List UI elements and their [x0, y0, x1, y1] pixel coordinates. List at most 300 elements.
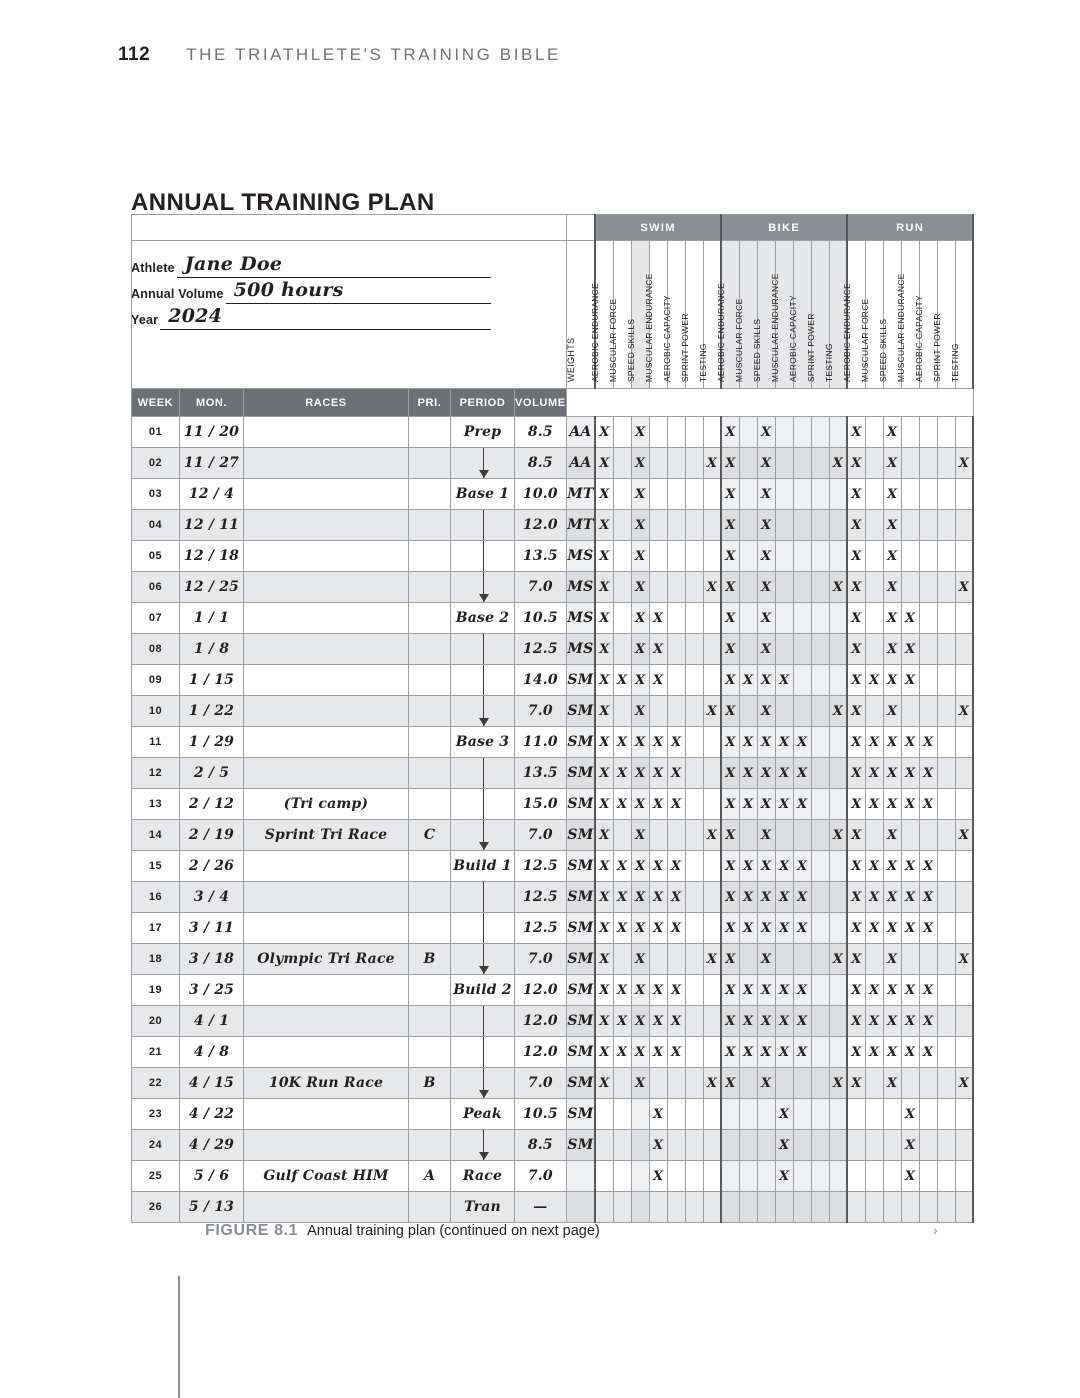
cell-priority[interactable] — [409, 975, 451, 1006]
cell-weights[interactable] — [566, 572, 595, 603]
cell-bike-muscular-endurance[interactable] — [775, 1099, 793, 1130]
cell-swim-muscular-endurance[interactable] — [649, 913, 667, 944]
cell-run-sprint-power[interactable] — [937, 820, 955, 851]
cell-swim-muscular-endurance[interactable] — [649, 1130, 667, 1161]
cell-run-aerobic-capacity[interactable] — [919, 944, 937, 975]
cell-run-aerobic-endurance[interactable] — [847, 820, 865, 851]
cell-run-muscular-force[interactable] — [865, 1037, 883, 1068]
cell-swim-speed-skills[interactable] — [631, 975, 649, 1006]
cell-swim-aerobic-capacity[interactable] — [667, 603, 685, 634]
cell-swim-sprint-power[interactable] — [685, 1099, 703, 1130]
cell-swim-aerobic-capacity[interactable] — [667, 572, 685, 603]
cell-swim-muscular-force[interactable] — [613, 975, 631, 1006]
cell-run-muscular-force[interactable] — [865, 944, 883, 975]
cell-run-muscular-endurance[interactable] — [901, 603, 919, 634]
cell-swim-sprint-power[interactable] — [685, 789, 703, 820]
cell-bike-aerobic-capacity[interactable] — [793, 727, 811, 758]
cell-run-sprint-power[interactable] — [937, 479, 955, 510]
cell-swim-sprint-power[interactable] — [685, 634, 703, 665]
cell-volume[interactable] — [515, 789, 567, 820]
cell-swim-muscular-force[interactable] — [613, 634, 631, 665]
cell-volume[interactable] — [515, 510, 567, 541]
cell-swim-testing[interactable] — [703, 1192, 721, 1223]
cell-run-speed-skills[interactable] — [883, 696, 901, 727]
cell-swim-muscular-endurance[interactable] — [649, 634, 667, 665]
cell-run-sprint-power[interactable] — [937, 1099, 955, 1130]
cell-bike-sprint-power[interactable] — [811, 572, 829, 603]
cell-swim-muscular-force[interactable] — [613, 448, 631, 479]
cell-bike-muscular-force[interactable] — [739, 851, 757, 882]
cell-bike-speed-skills[interactable] — [757, 1192, 775, 1223]
cell-run-muscular-force[interactable] — [865, 851, 883, 882]
cell-run-muscular-endurance[interactable] — [901, 882, 919, 913]
cell-weights[interactable] — [566, 634, 595, 665]
cell-run-sprint-power[interactable] — [937, 1068, 955, 1099]
cell-swim-muscular-force[interactable] — [613, 1192, 631, 1223]
cell-bike-aerobic-capacity[interactable] — [793, 603, 811, 634]
cell-monday-date[interactable] — [180, 789, 244, 820]
cell-swim-testing[interactable] — [703, 510, 721, 541]
cell-weights[interactable] — [566, 603, 595, 634]
cell-run-muscular-endurance[interactable] — [901, 1099, 919, 1130]
cell-bike-speed-skills[interactable] — [757, 417, 775, 448]
cell-run-muscular-endurance[interactable] — [901, 851, 919, 882]
cell-swim-aerobic-endurance[interactable] — [595, 944, 613, 975]
cell-bike-aerobic-capacity[interactable] — [793, 975, 811, 1006]
cell-bike-sprint-power[interactable] — [811, 851, 829, 882]
cell-volume[interactable] — [515, 1037, 567, 1068]
cell-bike-muscular-endurance[interactable] — [775, 634, 793, 665]
cell-swim-sprint-power[interactable] — [685, 572, 703, 603]
cell-run-muscular-force[interactable] — [865, 634, 883, 665]
cell-monday-date[interactable] — [180, 975, 244, 1006]
cell-swim-sprint-power[interactable] — [685, 665, 703, 696]
cell-swim-muscular-endurance[interactable] — [649, 820, 667, 851]
cell-weights[interactable] — [566, 1161, 595, 1192]
cell-swim-muscular-force[interactable] — [613, 820, 631, 851]
cell-swim-aerobic-endurance[interactable] — [595, 820, 613, 851]
cell-swim-speed-skills[interactable] — [631, 913, 649, 944]
cell-bike-aerobic-endurance[interactable] — [721, 975, 739, 1006]
cell-swim-aerobic-endurance[interactable] — [595, 696, 613, 727]
cell-period[interactable] — [451, 510, 515, 541]
cell-run-aerobic-endurance[interactable] — [847, 572, 865, 603]
cell-run-aerobic-endurance[interactable] — [847, 975, 865, 1006]
cell-period[interactable] — [451, 479, 515, 510]
cell-run-speed-skills[interactable] — [883, 572, 901, 603]
cell-bike-muscular-force[interactable] — [739, 789, 757, 820]
cell-bike-sprint-power[interactable] — [811, 913, 829, 944]
cell-period[interactable] — [451, 727, 515, 758]
cell-priority[interactable] — [409, 727, 451, 758]
cell-bike-sprint-power[interactable] — [811, 479, 829, 510]
cell-run-muscular-force[interactable] — [865, 1130, 883, 1161]
cell-bike-testing[interactable] — [829, 727, 847, 758]
cell-priority[interactable] — [409, 1130, 451, 1161]
cell-run-testing[interactable] — [955, 1192, 973, 1223]
cell-period[interactable] — [451, 1099, 515, 1130]
cell-run-aerobic-capacity[interactable] — [919, 1161, 937, 1192]
cell-swim-muscular-force[interactable] — [613, 479, 631, 510]
cell-swim-muscular-force[interactable] — [613, 417, 631, 448]
cell-weights[interactable] — [566, 448, 595, 479]
cell-bike-testing[interactable] — [829, 417, 847, 448]
cell-run-muscular-force[interactable] — [865, 417, 883, 448]
cell-bike-muscular-force[interactable] — [739, 913, 757, 944]
cell-swim-muscular-endurance[interactable] — [649, 572, 667, 603]
cell-bike-muscular-endurance[interactable] — [775, 572, 793, 603]
cell-swim-muscular-endurance[interactable] — [649, 603, 667, 634]
cell-bike-sprint-power[interactable] — [811, 1192, 829, 1223]
cell-swim-aerobic-endurance[interactable] — [595, 1192, 613, 1223]
cell-run-testing[interactable] — [955, 1161, 973, 1192]
cell-swim-testing[interactable] — [703, 913, 721, 944]
cell-monday-date[interactable] — [180, 944, 244, 975]
cell-run-sprint-power[interactable] — [937, 541, 955, 572]
cell-weights[interactable] — [566, 1006, 595, 1037]
cell-run-sprint-power[interactable] — [937, 510, 955, 541]
cell-swim-sprint-power[interactable] — [685, 603, 703, 634]
cell-run-sprint-power[interactable] — [937, 1192, 955, 1223]
cell-races[interactable] — [244, 1068, 409, 1099]
cell-run-muscular-force[interactable] — [865, 510, 883, 541]
cell-priority[interactable] — [409, 1161, 451, 1192]
cell-swim-speed-skills[interactable] — [631, 1130, 649, 1161]
cell-swim-aerobic-capacity[interactable] — [667, 448, 685, 479]
cell-swim-sprint-power[interactable] — [685, 541, 703, 572]
cell-bike-aerobic-capacity[interactable] — [793, 1192, 811, 1223]
cell-run-muscular-endurance[interactable] — [901, 789, 919, 820]
cell-bike-sprint-power[interactable] — [811, 696, 829, 727]
cell-bike-sprint-power[interactable] — [811, 634, 829, 665]
cell-races[interactable] — [244, 1192, 409, 1223]
cell-run-sprint-power[interactable] — [937, 1037, 955, 1068]
cell-run-testing[interactable] — [955, 696, 973, 727]
cell-swim-aerobic-endurance[interactable] — [595, 1099, 613, 1130]
cell-run-muscular-endurance[interactable] — [901, 975, 919, 1006]
cell-swim-aerobic-endurance[interactable] — [595, 789, 613, 820]
cell-swim-aerobic-capacity[interactable] — [667, 882, 685, 913]
cell-bike-muscular-endurance[interactable] — [775, 603, 793, 634]
cell-weights[interactable] — [566, 1037, 595, 1068]
cell-bike-speed-skills[interactable] — [757, 510, 775, 541]
cell-swim-muscular-force[interactable] — [613, 1006, 631, 1037]
cell-run-aerobic-endurance[interactable] — [847, 696, 865, 727]
cell-bike-aerobic-endurance[interactable] — [721, 448, 739, 479]
cell-volume[interactable] — [515, 634, 567, 665]
cell-bike-aerobic-endurance[interactable] — [721, 541, 739, 572]
cell-weights[interactable] — [566, 944, 595, 975]
cell-swim-aerobic-endurance[interactable] — [595, 572, 613, 603]
cell-swim-speed-skills[interactable] — [631, 944, 649, 975]
cell-run-testing[interactable] — [955, 572, 973, 603]
cell-run-aerobic-capacity[interactable] — [919, 665, 937, 696]
cell-swim-muscular-endurance[interactable] — [649, 851, 667, 882]
cell-run-speed-skills[interactable] — [883, 448, 901, 479]
cell-bike-testing[interactable] — [829, 541, 847, 572]
cell-run-sprint-power[interactable] — [937, 1161, 955, 1192]
cell-volume[interactable] — [515, 417, 567, 448]
cell-bike-testing[interactable] — [829, 789, 847, 820]
cell-run-sprint-power[interactable] — [937, 851, 955, 882]
cell-bike-aerobic-endurance[interactable] — [721, 944, 739, 975]
cell-swim-testing[interactable] — [703, 727, 721, 758]
cell-swim-sprint-power[interactable] — [685, 758, 703, 789]
cell-weights[interactable] — [566, 1192, 595, 1223]
cell-swim-testing[interactable] — [703, 448, 721, 479]
cell-run-testing[interactable] — [955, 634, 973, 665]
cell-run-speed-skills[interactable] — [883, 882, 901, 913]
cell-swim-muscular-force[interactable] — [613, 510, 631, 541]
cell-swim-aerobic-capacity[interactable] — [667, 820, 685, 851]
cell-volume[interactable] — [515, 572, 567, 603]
cell-swim-muscular-endurance[interactable] — [649, 1068, 667, 1099]
cell-swim-muscular-force[interactable] — [613, 603, 631, 634]
cell-monday-date[interactable] — [180, 1099, 244, 1130]
cell-run-aerobic-endurance[interactable] — [847, 417, 865, 448]
cell-swim-aerobic-capacity[interactable] — [667, 1192, 685, 1223]
cell-races[interactable] — [244, 789, 409, 820]
cell-monday-date[interactable] — [180, 696, 244, 727]
cell-bike-muscular-endurance[interactable] — [775, 1037, 793, 1068]
cell-swim-aerobic-capacity[interactable] — [667, 1037, 685, 1068]
cell-swim-speed-skills[interactable] — [631, 1192, 649, 1223]
cell-run-sprint-power[interactable] — [937, 944, 955, 975]
cell-swim-testing[interactable] — [703, 1006, 721, 1037]
cell-bike-muscular-force[interactable] — [739, 944, 757, 975]
cell-swim-aerobic-capacity[interactable] — [667, 1006, 685, 1037]
cell-swim-aerobic-endurance[interactable] — [595, 851, 613, 882]
cell-priority[interactable] — [409, 789, 451, 820]
cell-bike-testing[interactable] — [829, 820, 847, 851]
cell-run-aerobic-capacity[interactable] — [919, 727, 937, 758]
cell-bike-speed-skills[interactable] — [757, 541, 775, 572]
cell-swim-muscular-endurance[interactable] — [649, 696, 667, 727]
cell-run-muscular-force[interactable] — [865, 758, 883, 789]
cell-run-testing[interactable] — [955, 882, 973, 913]
cell-swim-muscular-force[interactable] — [613, 1161, 631, 1192]
cell-monday-date[interactable] — [180, 727, 244, 758]
cell-bike-muscular-force[interactable] — [739, 1099, 757, 1130]
cell-races[interactable] — [244, 1037, 409, 1068]
cell-run-aerobic-capacity[interactable] — [919, 1130, 937, 1161]
cell-bike-muscular-force[interactable] — [739, 696, 757, 727]
cell-swim-aerobic-capacity[interactable] — [667, 1099, 685, 1130]
cell-swim-aerobic-capacity[interactable] — [667, 417, 685, 448]
cell-swim-testing[interactable] — [703, 851, 721, 882]
cell-swim-speed-skills[interactable] — [631, 448, 649, 479]
cell-period[interactable] — [451, 882, 515, 913]
cell-swim-testing[interactable] — [703, 417, 721, 448]
cell-weights[interactable] — [566, 1068, 595, 1099]
cell-run-aerobic-endurance[interactable] — [847, 913, 865, 944]
cell-bike-sprint-power[interactable] — [811, 1130, 829, 1161]
cell-bike-muscular-force[interactable] — [739, 1037, 757, 1068]
cell-bike-muscular-force[interactable] — [739, 1192, 757, 1223]
cell-swim-sprint-power[interactable] — [685, 1068, 703, 1099]
cell-period[interactable] — [451, 603, 515, 634]
cell-weights[interactable] — [566, 975, 595, 1006]
cell-bike-testing[interactable] — [829, 1130, 847, 1161]
cell-bike-aerobic-endurance[interactable] — [721, 479, 739, 510]
cell-priority[interactable] — [409, 851, 451, 882]
cell-bike-muscular-force[interactable] — [739, 634, 757, 665]
cell-bike-testing[interactable] — [829, 851, 847, 882]
cell-run-testing[interactable] — [955, 665, 973, 696]
cell-volume[interactable] — [515, 603, 567, 634]
cell-period[interactable] — [451, 944, 515, 975]
cell-bike-speed-skills[interactable] — [757, 479, 775, 510]
cell-run-speed-skills[interactable] — [883, 510, 901, 541]
cell-swim-speed-skills[interactable] — [631, 696, 649, 727]
cell-run-speed-skills[interactable] — [883, 665, 901, 696]
cell-volume[interactable] — [515, 665, 567, 696]
cell-bike-aerobic-capacity[interactable] — [793, 1037, 811, 1068]
cell-priority[interactable] — [409, 758, 451, 789]
cell-bike-aerobic-capacity[interactable] — [793, 1161, 811, 1192]
cell-swim-sprint-power[interactable] — [685, 1037, 703, 1068]
cell-bike-muscular-force[interactable] — [739, 510, 757, 541]
cell-run-aerobic-endurance[interactable] — [847, 1099, 865, 1130]
cell-swim-muscular-force[interactable] — [613, 1130, 631, 1161]
cell-run-speed-skills[interactable] — [883, 851, 901, 882]
cell-monday-date[interactable] — [180, 913, 244, 944]
cell-bike-muscular-force[interactable] — [739, 572, 757, 603]
cell-swim-aerobic-capacity[interactable] — [667, 913, 685, 944]
cell-races[interactable] — [244, 758, 409, 789]
cell-swim-aerobic-capacity[interactable] — [667, 541, 685, 572]
cell-swim-aerobic-endurance[interactable] — [595, 665, 613, 696]
cell-run-aerobic-capacity[interactable] — [919, 448, 937, 479]
cell-run-aerobic-capacity[interactable] — [919, 541, 937, 572]
cell-bike-speed-skills[interactable] — [757, 944, 775, 975]
cell-run-aerobic-capacity[interactable] — [919, 789, 937, 820]
cell-swim-muscular-force[interactable] — [613, 789, 631, 820]
cell-bike-aerobic-capacity[interactable] — [793, 448, 811, 479]
cell-volume[interactable] — [515, 1099, 567, 1130]
cell-swim-aerobic-endurance[interactable] — [595, 882, 613, 913]
cell-run-testing[interactable] — [955, 417, 973, 448]
cell-swim-testing[interactable] — [703, 1130, 721, 1161]
cell-swim-muscular-endurance[interactable] — [649, 1192, 667, 1223]
cell-bike-aerobic-endurance[interactable] — [721, 1037, 739, 1068]
cell-priority[interactable] — [409, 1037, 451, 1068]
cell-swim-testing[interactable] — [703, 975, 721, 1006]
cell-monday-date[interactable] — [180, 1192, 244, 1223]
cell-run-sprint-power[interactable] — [937, 913, 955, 944]
cell-swim-testing[interactable] — [703, 665, 721, 696]
cell-bike-speed-skills[interactable] — [757, 448, 775, 479]
cell-run-aerobic-capacity[interactable] — [919, 1192, 937, 1223]
cell-volume[interactable] — [515, 758, 567, 789]
cell-run-muscular-endurance[interactable] — [901, 572, 919, 603]
cell-run-aerobic-capacity[interactable] — [919, 882, 937, 913]
cell-priority[interactable] — [409, 1099, 451, 1130]
cell-run-muscular-endurance[interactable] — [901, 448, 919, 479]
cell-swim-aerobic-capacity[interactable] — [667, 851, 685, 882]
cell-swim-sprint-power[interactable] — [685, 1130, 703, 1161]
cell-bike-speed-skills[interactable] — [757, 1037, 775, 1068]
cell-run-aerobic-endurance[interactable] — [847, 1068, 865, 1099]
cell-swim-speed-skills[interactable] — [631, 510, 649, 541]
cell-swim-muscular-endurance[interactable] — [649, 1006, 667, 1037]
cell-priority[interactable] — [409, 634, 451, 665]
cell-bike-muscular-endurance[interactable] — [775, 944, 793, 975]
cell-monday-date[interactable] — [180, 510, 244, 541]
cell-run-aerobic-capacity[interactable] — [919, 696, 937, 727]
cell-swim-speed-skills[interactable] — [631, 541, 649, 572]
cell-run-aerobic-endurance[interactable] — [847, 1130, 865, 1161]
cell-run-sprint-power[interactable] — [937, 572, 955, 603]
cell-volume[interactable] — [515, 944, 567, 975]
cell-races[interactable] — [244, 696, 409, 727]
cell-priority[interactable] — [409, 665, 451, 696]
cell-swim-aerobic-endurance[interactable] — [595, 479, 613, 510]
cell-monday-date[interactable] — [180, 1037, 244, 1068]
cell-priority[interactable] — [409, 696, 451, 727]
cell-volume[interactable] — [515, 820, 567, 851]
cell-run-speed-skills[interactable] — [883, 975, 901, 1006]
cell-bike-speed-skills[interactable] — [757, 727, 775, 758]
cell-run-muscular-endurance[interactable] — [901, 1192, 919, 1223]
cell-swim-speed-skills[interactable] — [631, 820, 649, 851]
cell-swim-speed-skills[interactable] — [631, 1006, 649, 1037]
cell-swim-sprint-power[interactable] — [685, 820, 703, 851]
cell-swim-speed-skills[interactable] — [631, 417, 649, 448]
cell-swim-aerobic-capacity[interactable] — [667, 479, 685, 510]
cell-run-speed-skills[interactable] — [883, 479, 901, 510]
cell-swim-sprint-power[interactable] — [685, 913, 703, 944]
cell-weights[interactable] — [566, 727, 595, 758]
cell-run-testing[interactable] — [955, 975, 973, 1006]
cell-swim-testing[interactable] — [703, 696, 721, 727]
cell-volume[interactable] — [515, 1192, 567, 1223]
cell-monday-date[interactable] — [180, 665, 244, 696]
cell-swim-speed-skills[interactable] — [631, 603, 649, 634]
cell-run-speed-skills[interactable] — [883, 1099, 901, 1130]
cell-run-aerobic-endurance[interactable] — [847, 634, 865, 665]
cell-bike-muscular-force[interactable] — [739, 603, 757, 634]
cell-swim-speed-skills[interactable] — [631, 634, 649, 665]
cell-run-speed-skills[interactable] — [883, 603, 901, 634]
cell-bike-muscular-force[interactable] — [739, 1006, 757, 1037]
cell-run-muscular-force[interactable] — [865, 1068, 883, 1099]
cell-monday-date[interactable] — [180, 603, 244, 634]
cell-bike-muscular-force[interactable] — [739, 417, 757, 448]
cell-bike-muscular-endurance[interactable] — [775, 1192, 793, 1223]
cell-priority[interactable] — [409, 510, 451, 541]
cell-swim-muscular-force[interactable] — [613, 944, 631, 975]
cell-run-aerobic-capacity[interactable] — [919, 1068, 937, 1099]
cell-run-muscular-endurance[interactable] — [901, 665, 919, 696]
cell-weights[interactable] — [566, 696, 595, 727]
cell-swim-muscular-force[interactable] — [613, 727, 631, 758]
cell-volume[interactable] — [515, 1006, 567, 1037]
cell-swim-aerobic-endurance[interactable] — [595, 727, 613, 758]
cell-bike-testing[interactable] — [829, 1192, 847, 1223]
cell-monday-date[interactable] — [180, 541, 244, 572]
cell-bike-sprint-power[interactable] — [811, 541, 829, 572]
cell-bike-speed-skills[interactable] — [757, 851, 775, 882]
cell-run-aerobic-capacity[interactable] — [919, 603, 937, 634]
cell-races[interactable] — [244, 1099, 409, 1130]
cell-run-muscular-force[interactable] — [865, 820, 883, 851]
cell-run-sprint-power[interactable] — [937, 696, 955, 727]
cell-bike-speed-skills[interactable] — [757, 882, 775, 913]
cell-swim-testing[interactable] — [703, 1068, 721, 1099]
cell-bike-muscular-endurance[interactable] — [775, 479, 793, 510]
cell-swim-aerobic-capacity[interactable] — [667, 1068, 685, 1099]
